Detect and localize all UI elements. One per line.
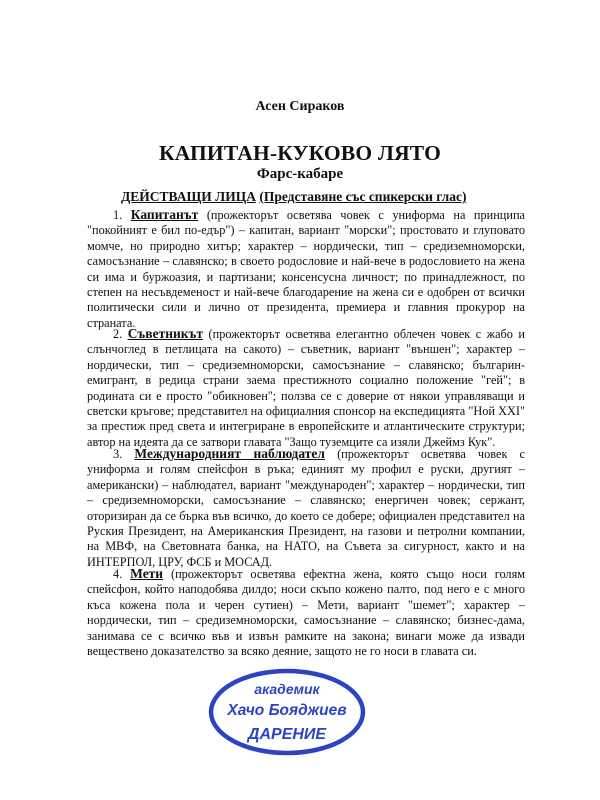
stamp-line-2: Хачо Бояджиев (227, 702, 347, 719)
donation-stamp (207, 668, 367, 756)
page-subtitle: Фарс-кабаре (256, 166, 344, 182)
character-name: Съветникът (127, 326, 204, 341)
author-name: Асен Сираков (255, 99, 345, 114)
character-entry-observer (87, 446, 525, 570)
character-description: (прожекторът осветява елегантно облечен човек с жабо и слънчоглед в петлицата на сакото) – съветник, вариант "външен"; характер – нордически, тип – средиземноморски, самосъзнание – славянско; българин-емигрант, в редица страни заема престижното социално положение "гей"; в родината си е просто "обикновен"; ползва се с доверие от някои управляващи и светски кръгове; представител на официалния спонсор на експедицията "Ной XXI" за престиж пред света и интегриране в европейските и атлантическите структури; автор на идеята да се затвори главата "Защо туземците са изяли Джеймз Кук". (87, 327, 525, 449)
character-number: 2. (113, 327, 123, 341)
character-entry-meti (87, 566, 525, 659)
stamp-line-3: ДАРЕНИЕ (247, 726, 327, 743)
character-name: Международният наблюдател (134, 446, 325, 461)
character-number: 4. (113, 567, 123, 581)
character-description: (прожекторът осветява човек с униформа и голям спейсфон в ръка; единият му профил е руски, другият – американски) – наблюдател, вариант "международен"; характер – нордически, тип – средиземноморски, самосъзнание – славянско; енергичен човек; сержант, оторизиран да се бърка във всичко, до което се добере; официален представител на Руския Президент, на Американския Президент, на газови и петролни компании, на МВФ, на Световната банка, на НАТО, на Съвета за сигурност, както и на ИНТЕРПОЛ, ЦРУ, ФСБ и МОСАД. (87, 447, 526, 569)
character-number: 3. (113, 447, 123, 461)
character-name: Мети (130, 566, 164, 581)
character-entry-advisor (87, 326, 525, 450)
section-heading-title: ДЕЙСТВАЩИ ЛИЦА (121, 189, 256, 204)
character-entry-captain (87, 207, 525, 331)
character-description: (прожекторът осветява човек с униформа на принципа "покойният е бил по-едър") – капитан, вариант "морски"; простовато и глуповато момче, но природно хитър; характер – нордически, тип – средиземноморски, самосъзнание – славянско; в своето родословие и най-вече в родословието на жена си има и буржоазия, и партизани; консенсусна личност; по принадлежност, по степен на несъвдеменост и най-вече благодарение на жена си е одобрен от всички политически сили и лично от президента, премиера и главния прокурор на страната. (87, 208, 525, 330)
section-heading (121, 189, 541, 205)
page-title: КАПИТАН-КУКОВО ЛЯТО (159, 141, 441, 165)
section-heading-note: (Представяне със спикерски глас) (259, 189, 467, 204)
character-name: Капитанът (130, 207, 199, 222)
stamp-oval-icon (207, 668, 367, 756)
stamp-line-1: академик (254, 681, 320, 697)
character-description: (прожекторът осветява ефектна жена, която също носи голям спейсфон, който наподобява дилдо; носи скъпо кожено палто, под него е с много къса кожена пола и черен сутиен) – Мети, вариант "шемет"; характер – нордически, тип – средиземноморски, самосъзнание – славянско; бизнес-дама, занимава се с всичко във и извън рамките на закона; винаги може да извади веществено доказателство за всяко деяние, защото не го носи в главата си. (87, 567, 526, 659)
character-number: 1. (113, 208, 123, 222)
